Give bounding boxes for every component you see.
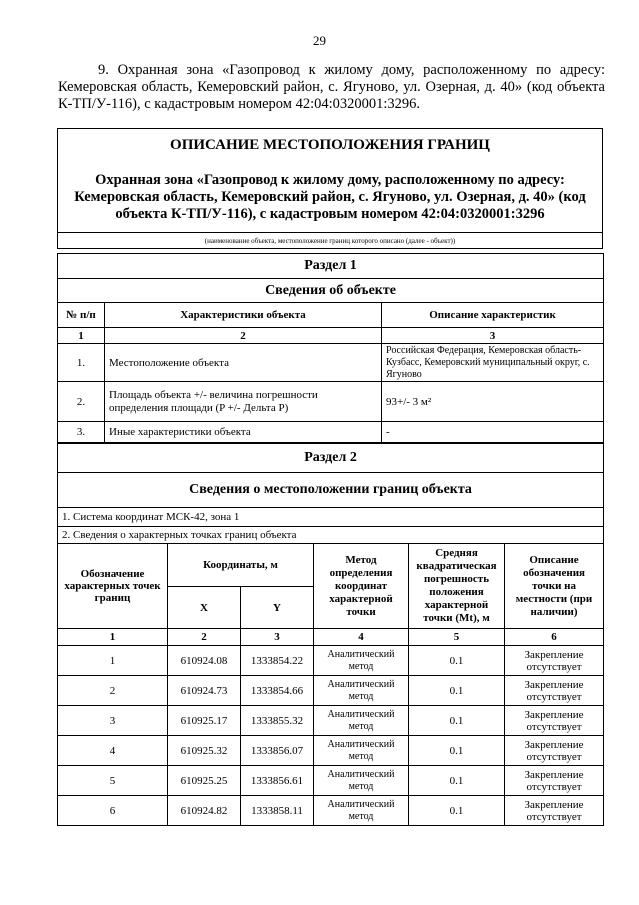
col-number: 5 (409, 629, 505, 646)
table-row (58, 646, 604, 676)
col-header-x: X (168, 587, 241, 629)
point-description: Закрепление отсутствует (505, 646, 604, 676)
col-number: 2 (105, 328, 382, 344)
point-x: 610925.25 (168, 766, 241, 796)
table-row (58, 736, 604, 766)
point-x: 610924.82 (168, 796, 241, 826)
col-header-number: № п/п (58, 303, 105, 328)
table-row (58, 706, 604, 736)
col-number: 3 (241, 629, 314, 646)
point-x: 610924.73 (168, 676, 241, 706)
col-number: 6 (505, 629, 604, 646)
col-header-characteristic: Характеристики объекта (105, 303, 382, 328)
table-row (58, 382, 604, 422)
table-row (58, 422, 604, 443)
point-number: 3 (58, 706, 168, 736)
table-row (58, 676, 604, 706)
point-method: Аналитический метод (314, 706, 409, 736)
point-method: Аналитический метод (314, 766, 409, 796)
table-row (58, 766, 604, 796)
point-accuracy: 0.1 (409, 706, 505, 736)
col-header-accuracy: Средняя квадратическая погрешность положения характерной точки (Mt), м (409, 544, 505, 629)
point-y: 1333854.22 (241, 646, 314, 676)
section1-title: Сведения об объекте (58, 279, 604, 303)
point-description: Закрепление отсутствует (505, 676, 604, 706)
point-x: 610925.17 (168, 706, 241, 736)
point-x: 610925.32 (168, 736, 241, 766)
point-method: Аналитический метод (314, 646, 409, 676)
point-number: 2 (58, 676, 168, 706)
row-characteristic: Местоположение объекта (105, 344, 382, 382)
row-characteristic: Площадь объекта +/- величина погрешности определения площади (P +/- Дельта P) (105, 382, 382, 422)
point-method: Аналитический метод (314, 796, 409, 826)
col-header-description: Описание обозначения точки на местности (при наличии) (505, 544, 604, 629)
point-accuracy: 0.1 (409, 736, 505, 766)
point-number: 5 (58, 766, 168, 796)
object-name: Охранная зона «Газопровод к жилому дому, расположенному по адресу: Кемеровская область, Кемеровский район, с. Ягуново, ул. Озерная, д. 40» (код объекта К-ТП/У-116), с кадастровым номером 42:04:0320001:3296 (58, 163, 603, 233)
point-description: Закрепление отсутствует (505, 706, 604, 736)
col-header-description: Описание характеристик (382, 303, 604, 328)
section2-table (57, 443, 604, 826)
section2-label: Раздел 2 (58, 444, 604, 473)
points-caption: 2. Сведения о характерных точках границ объекта (58, 527, 604, 544)
table-row (58, 796, 604, 826)
col-header-method: Метод определения координат характерной точки (314, 544, 409, 629)
col-number: 1 (58, 629, 168, 646)
section1-label: Раздел 1 (58, 254, 604, 279)
section1-table (57, 253, 604, 443)
row-number: 2. (58, 382, 105, 422)
point-y: 1333858.11 (241, 796, 314, 826)
point-method: Аналитический метод (314, 676, 409, 706)
col-header-coords: Координаты, м (168, 544, 314, 587)
point-y: 1333855.32 (241, 706, 314, 736)
section2-title: Сведения о местоположении границ объекта (58, 473, 604, 508)
col-number: 3 (382, 328, 604, 344)
row-characteristic: Иные характеристики объекта (105, 422, 382, 443)
points-body (58, 646, 604, 826)
row-number: 3. (58, 422, 105, 443)
point-number: 1 (58, 646, 168, 676)
point-y: 1333856.07 (241, 736, 314, 766)
row-value: - (382, 422, 604, 443)
point-y: 1333854.66 (241, 676, 314, 706)
col-header-point: Обозначение характерных точек границ (58, 544, 168, 629)
object-name-caption: (наименование объекта, местоположение границ которого описано (далее - объект)) (58, 233, 603, 249)
col-header-y: Y (241, 587, 314, 629)
point-x: 610924.08 (168, 646, 241, 676)
coordinate-system: 1. Система координат МСК-42, зона 1 (58, 508, 604, 527)
point-description: Закрепление отсутствует (505, 766, 604, 796)
point-accuracy: 0.1 (409, 766, 505, 796)
point-number: 4 (58, 736, 168, 766)
row-value: Российская Федерация, Кемеровская область-Кузбасс, Кемеровский муниципальный округ, с. Ягуново (382, 344, 604, 382)
document-title: ОПИСАНИЕ МЕСТОПОЛОЖЕНИЯ ГРАНИЦ (58, 129, 603, 163)
point-description: Закрепление отсутствует (505, 736, 604, 766)
header-table (57, 128, 603, 249)
col-number: 2 (168, 629, 241, 646)
point-description: Закрепление отсутствует (505, 796, 604, 826)
intro-paragraph: 9. Охранная зона «Газопровод к жилому дому, расположенному по адресу: Кемеровская область, Кемеровский район, с. Ягуново, ул. Озерная, д. 40» (код объекта К-ТП/У-116), с кадастровым номером 42:04:0320001:3296. (58, 62, 605, 112)
table-row (58, 344, 604, 382)
point-accuracy: 0.1 (409, 676, 505, 706)
col-number: 4 (314, 629, 409, 646)
point-method: Аналитический метод (314, 736, 409, 766)
page-number: 29 (313, 33, 326, 48)
row-number: 1. (58, 344, 105, 382)
col-number: 1 (58, 328, 105, 344)
point-y: 1333856.61 (241, 766, 314, 796)
point-number: 6 (58, 796, 168, 826)
row-value: 93+/- 3 м² (382, 382, 604, 422)
point-accuracy: 0.1 (409, 796, 505, 826)
point-accuracy: 0.1 (409, 646, 505, 676)
